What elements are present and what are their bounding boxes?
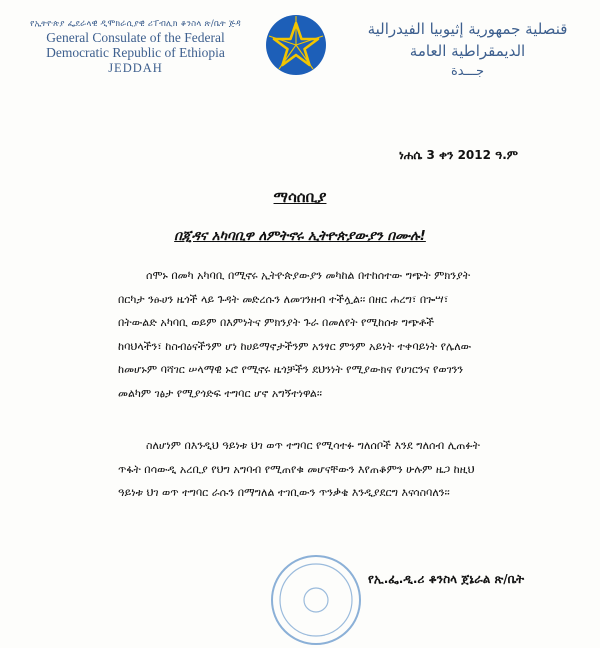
notice-title: ማሳሰቢያ xyxy=(273,188,327,206)
letterhead-arabic-line1: قنصلية جمهورية إثيوبيا الفيدرالية xyxy=(367,20,568,38)
letter-date: ነሐሴ 3 ቀን 2012 ዓ.ም xyxy=(399,148,518,162)
paragraph-1-line: በትውልድ አካባቢ ወይም በእምነትና ምክንያት ጉራ በመለየት የሚከሰቱ ግጭቶች xyxy=(118,316,435,329)
paragraph-1 xyxy=(118,264,550,405)
paragraph-1-line: በርካታ ንፁሀን ዜጎች ላይ ጉዳት መድረሱን ለመገንዘብ ተችሏል፡፡ በዘር ሐረግ፣ በጐሣ፣ xyxy=(118,292,449,306)
ethiopia-emblem-icon xyxy=(265,14,327,76)
notice-subtitle: በጂዳና አካባቢዋ ለምትኖሩ ኢትዮጵያውያን በሙሉ! xyxy=(174,228,426,244)
signature-block: የኢ.ፌ.ዲ.ሪ ቆንስላ ጀኔራል ጽ/ቤት xyxy=(368,572,525,586)
letterhead-english-line1: General Consulate of the Federal xyxy=(46,30,225,45)
paragraph-2-line: ዓይነቱ ህገ ወጥ ተግባር ራሱን በማግለል ተገቢውን ጥንቃቄ እንዲያደርግ እናሳስባለን፡፡ xyxy=(118,486,450,499)
letterhead-arabic-line2: الديمقراطية العامة xyxy=(409,42,526,60)
letterhead-amharic: የኢትዮጵያ ፌደራላዊ ዲሞክራሲያዊ ሪፐብሊክ ቆንስላ ጽ/ቤት ጅዳ xyxy=(30,19,241,29)
paragraph-2-line: ጥፋት በሳውዲ አረቢያ የህግ አግባብ የሚጠየቁ መሆናቸውን እየጠቆምን ሁሉም ዜጋ ከዚህ xyxy=(118,462,475,476)
consulate-seal-icon xyxy=(268,552,364,648)
letterhead-english-line2: Democratic Republic of Ethiopia xyxy=(46,45,225,60)
letterhead-right xyxy=(355,18,580,82)
paragraph-1-line: ከመሆኑም ባሻገር ሠላማዊ ኑሮ የሚኖሩ ዜጎቻችን ደህንነት የሚያውክና የሀገርንና የወገንን xyxy=(118,363,464,376)
letterhead-left xyxy=(28,18,243,76)
letterhead-arabic-line3: جـــدة xyxy=(450,64,485,79)
paragraph-1-line: ሰሞኑ በመካ አካባቢ በሚኖሩ ኢትዮጵያውያን መካከል በተከሰተው ግጭት ምክንያት xyxy=(146,269,471,282)
paragraph-2 xyxy=(118,434,550,505)
paragraph-1-line: ከባህላችን፣ ከስብዕናችንም ሆነ ከሀይማኖታችንም አንፃር ምንም አይነት ተቀባይነት የሌለው xyxy=(118,339,472,353)
letterhead-city: JEDDAH xyxy=(108,61,163,75)
paragraph-2-line: ስለሆነም በእንዲህ ዓይነቱ ህገ ወጥ ተግባር የሚሳተፉ ግለሰቦች እንደ ግለሰብ ሊጠፉት xyxy=(146,439,480,452)
paragraph-1-line: መልካም ገፅታ የሚያጎድፍ ተግባር ሆኖ አግኝተነዋል፡፡ xyxy=(118,386,323,400)
